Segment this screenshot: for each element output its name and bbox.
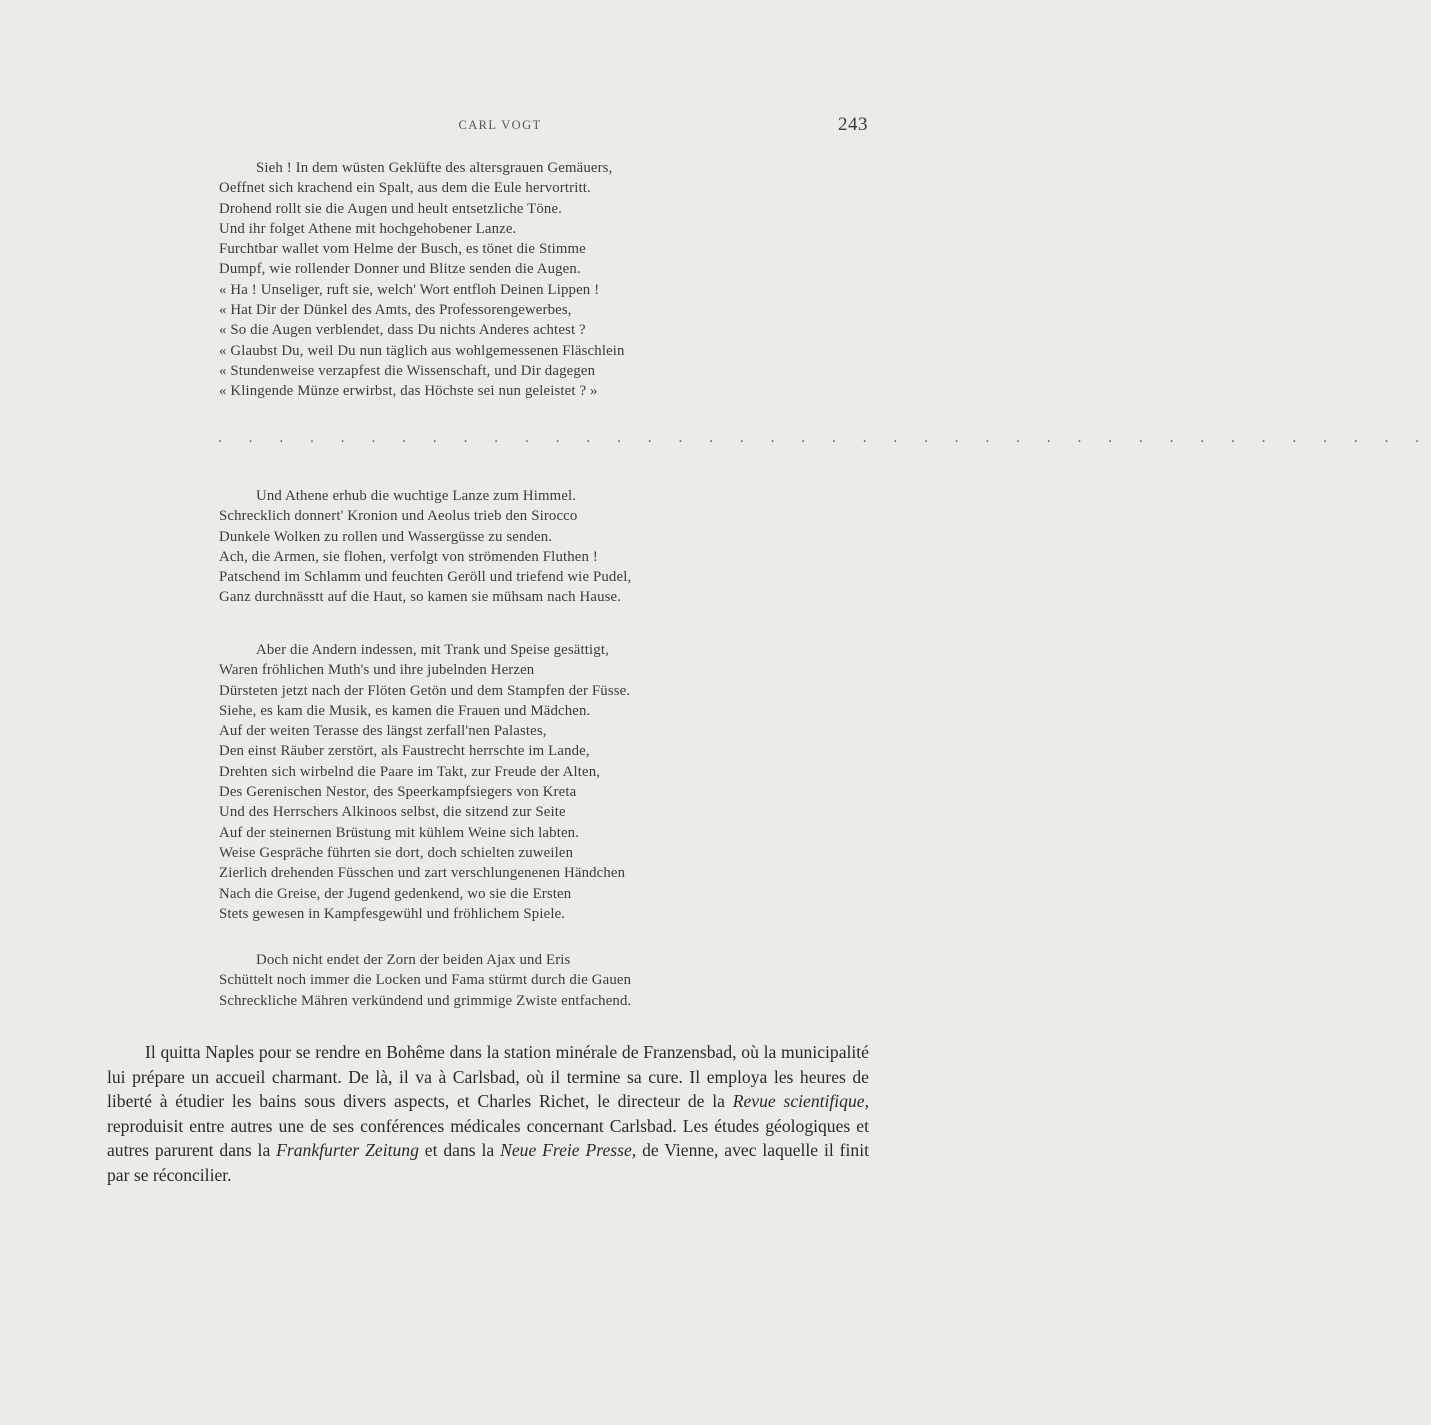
verse-line: Zierlich drehenden Füsschen und zart verschlungenenen Händchen <box>219 865 626 882</box>
verse-line: Dumpf, wie rollender Donner und Blitze senden die Augen. <box>219 261 581 278</box>
verse-line: Doch nicht endet der Zorn der beiden Ajax und Eris <box>256 952 571 968</box>
verse-line: « Stundenweise verzapfest die Wissenschaft, und Dir dagegen <box>219 362 596 379</box>
verse-line: « Hat Dir der Dünkel des Amts, des Professorengewerbes, <box>219 302 572 319</box>
verse-line: Auf der steinernen Brüstung mit kühlem Weine sich labten. <box>219 824 580 841</box>
verse-line: Schreckliche Mähren verkündend und grimmige Zwiste entfachend. <box>219 992 632 1009</box>
poem-stanza-3 <box>219 640 799 924</box>
verse-line: « So die Augen verblendet, dass Du nichts Anderes achtest ? <box>219 322 586 339</box>
verse-line: Furchtbar wallet vom Helme der Busch, es tönet die Stimme <box>219 241 586 258</box>
verse-line: Dürsteten jetzt nach der Flöten Getön und dem Stampfen der Füsse. <box>219 682 631 699</box>
poem-stanza-4 <box>219 950 799 1011</box>
running-header-title: CARL VOGT <box>458 118 542 132</box>
verse-line: Und des Herrschers Alkinoos selbst, die sitzend zur Seite <box>219 804 566 821</box>
verse-line: Patschend im Schlamm und feuchten Geröll und triefend wie Pudel, <box>219 569 632 586</box>
prose-text: de Vienne, avec laquelle il finit par se réconcilier. <box>107 1140 869 1185</box>
verse-line: Sieh ! In dem wüsten Geklüfte des altersgrauen Gemäuers, <box>256 160 613 176</box>
newspaper-title-neue-freie-presse: Neue Freie Presse, <box>500 1140 637 1161</box>
prose-paragraph <box>107 1040 869 1188</box>
verse-line: Ach, die Armen, sie flohen, verfolgt von strömenden Fluthen ! <box>219 548 598 565</box>
verse-line: Dunkele Wolken zu rollen und Wassergüsse zu senden. <box>219 528 553 545</box>
verse-line: Aber die Andern indessen, mit Trank und Speise gesättigt, <box>256 642 609 658</box>
newspaper-title-frankfurter-zeitung: Frankfurter Zeitung <box>276 1140 419 1161</box>
prose-text: Il quitta Naples pour se rendre en Bohême dans la station minérale de Franzensbad, où la municipalité lui prépare un accueil charmant. De là, il va à Carlsbad, où il termine sa cure. Il employa les heures de liberté à étudier les bains sous divers aspects, et Charles Richet, le directeur de la <box>107 1042 869 1112</box>
prose-text: reproduisit entre autres une de ses conférences médicales concernant Carlsbad. Les études géologiques et autres parurent dans la <box>107 1115 869 1161</box>
page-number: 243 <box>838 114 868 135</box>
verse-line: Oeffnet sich krachend ein Spalt, aus dem die Eule hervortritt. <box>219 180 591 197</box>
verse-line: Auf der weiten Terasse des längst zerfall'nen Palastes, <box>219 723 547 740</box>
verse-line: Siehe, es kam die Musik, es kamen die Frauen und Mädchen. <box>219 702 591 719</box>
verse-line: Den einst Räuber zerstört, als Faustrecht herrschte im Lande, <box>219 743 590 760</box>
verse-line: Waren fröhlichen Muth's und ihre jubelnden Herzen <box>219 662 535 679</box>
verse-line: Weise Gespräche führten sie dort, doch schielten zuweilen <box>219 844 574 861</box>
verse-line: Und Athene erhub die wuchtige Lanze zum Himmel. <box>256 488 577 504</box>
verse-line: Schrecklich donnert' Kronion und Aeolus trieb den Sirocco <box>219 508 578 525</box>
prose-text: et dans la <box>418 1140 501 1161</box>
verse-line: Und ihr folget Athene mit hochgehobener Lanze. <box>219 220 517 237</box>
verse-line: Drehten sich wirbelnd die Paare im Takt, zur Freude der Alten, <box>219 763 601 780</box>
ellipsis-divider: . . . . . . . . . . . . . . . . . . . . . . . . . . . . . . . . . . . . . . . . <box>218 430 1431 446</box>
verse-line: Des Gerenischen Nestor, des Speerkampfsiegers von Kreta <box>219 784 577 801</box>
poem-stanza-2 <box>219 486 799 608</box>
verse-line: Nach die Greise, der Jugend gedenkend, wo sie die Ersten <box>219 885 572 902</box>
poem-stanza-1 <box>219 158 799 402</box>
verse-line: « Glaubst Du, weil Du nun täglich aus wohlgemessenen Fläschlein <box>219 342 625 359</box>
verse-line: Stets gewesen in Kampfesgewühl und fröhlichem Spiele. <box>219 905 566 922</box>
journal-title-revue-scientifique: Revue scientifique, <box>732 1091 869 1112</box>
verse-line: Schüttelt noch immer die Locken und Fama stürmt durch die Gauen <box>219 972 632 989</box>
verse-line: « Ha ! Unseliger, ruft sie, welch' Wort entfloh Deinen Lippen ! <box>219 281 600 298</box>
verse-line: « Klingende Münze erwirbst, das Höchste sei nun geleistet ? » <box>219 383 598 400</box>
verse-line: Drohend rollt sie die Augen und heult entsetzliche Töne. <box>219 200 563 217</box>
verse-line: Ganz durchnässtt auf die Haut, so kamen sie mühsam nach Hause. <box>219 589 622 606</box>
